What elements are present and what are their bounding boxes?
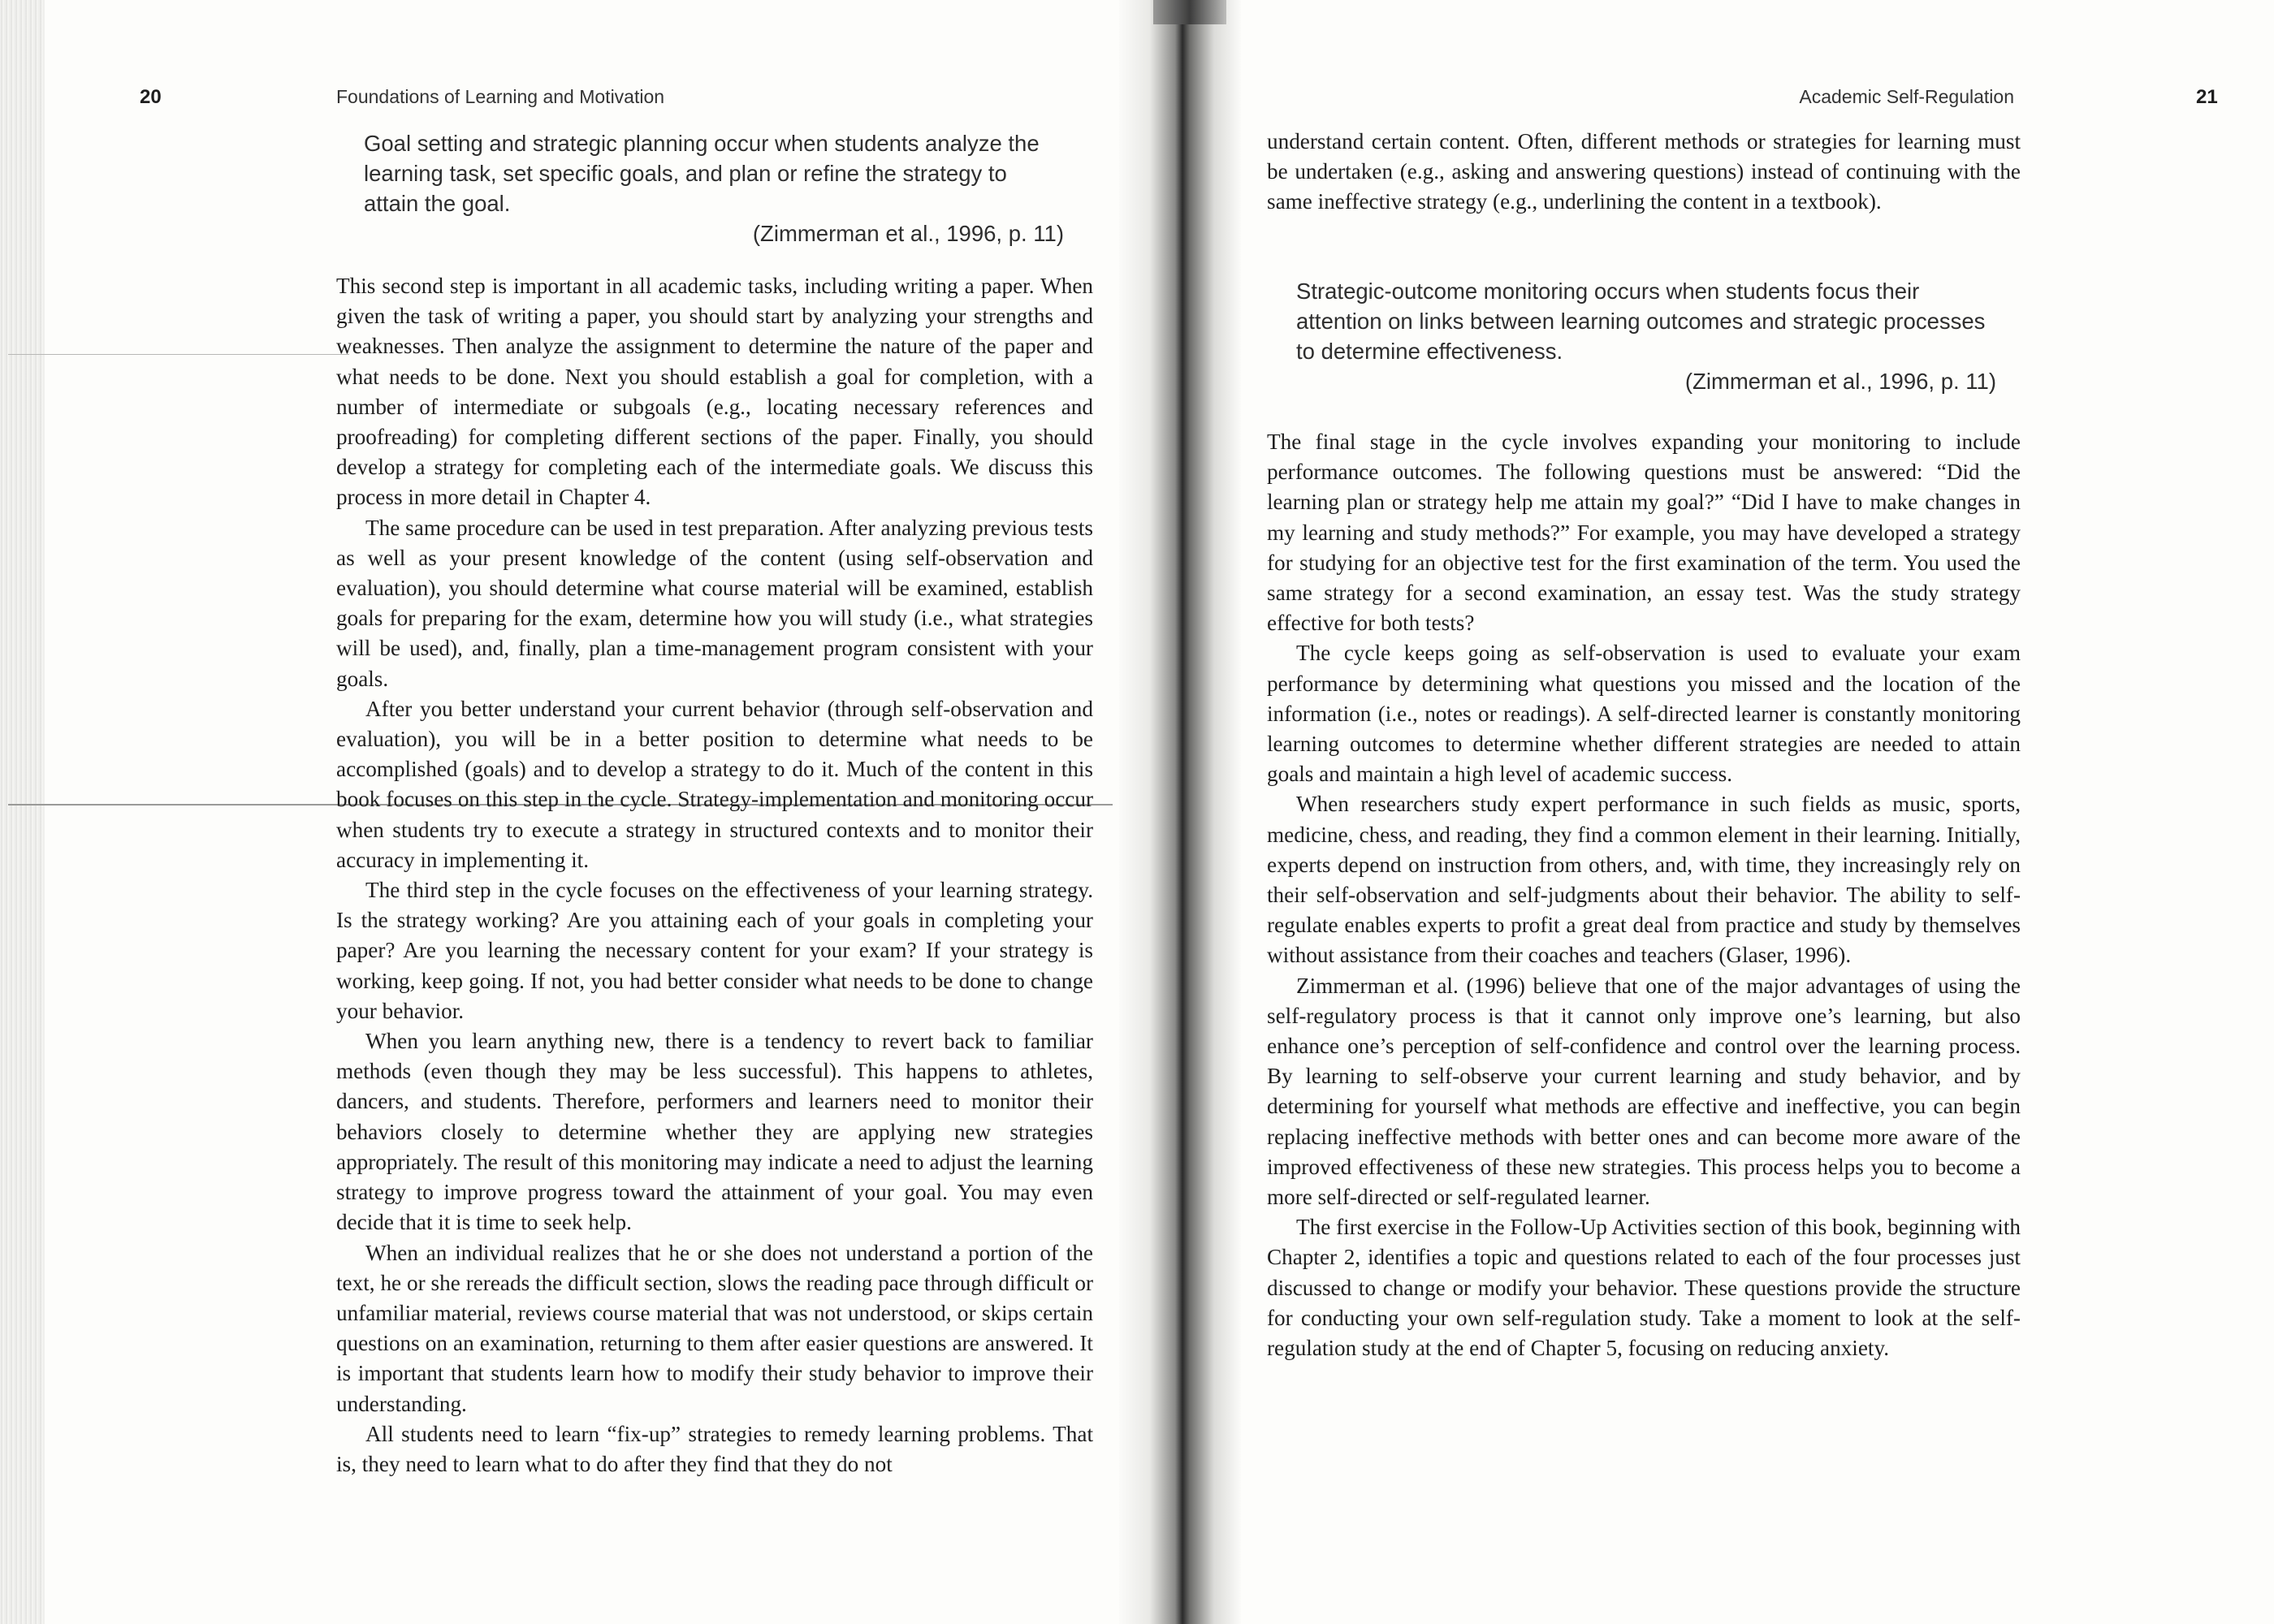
running-head: Foundations of Learning and Motivation (336, 86, 665, 107)
paragraph: This second step is important in all academic tasks, including writing a paper. When given the task of writing a paper, you should start by analyzing your strengths and weaknesses. Then analyze the assignment to determine the nature of the paper and what needs to be done. Next you should establish a goal for completion, with a number of intermediate or subgoals (e.g., locating necessary references and proofreading) for completing different sections of the paper. Finally, you should develop a strategy for completing each of the intermediate goals. We discuss this process in more detail in Chapter 4. (336, 274, 1093, 510)
paragraph: understand certain content. Often, different methods or strategies for learning must be undertaken (e.g., asking and answering questions) instead of continuing with the same ineffective strategy (e.g., underlining the content in a textbook). (1267, 129, 2021, 214)
paragraph: When researchers study expert performance in such fields as music, sports, medicine, chess, and reading, they find a common element in their learning. Initially, experts depend on instruction from others, and, with time, they increasingly rely on their self-observation and self-judgments about their behavior. The ability to self-regulate enables experts to profit a great deal from practice and study by themselves without assistance from their coaches and teachers (Glaser, 1996). (1267, 792, 2021, 968)
block-quote-text: Goal setting and strategic planning occur when students analyze the learning task, set specific goals, and plan or refine the strategy to attain the goal. (364, 131, 1040, 216)
body-text (1267, 427, 2021, 1363)
paragraph: The same procedure can be used in test preparation. After analyzing previous tests as well as your present knowledge of the content (using self-observation and evaluation), you should determine what course material will be examined, establish goals for preparing for the exam, determine how you will study (i.e., what strategies will be used), and, finally, plan a time-management program consistent with your goals. (336, 515, 1093, 691)
paragraph: The third step in the cycle focuses on the effectiveness of your learning strategy. Is the strategy working? Are you attaining each of your goals in completing your paper? Are you learning the necessary content for your exam? If your strategy is working, keep going. If not, you had better consider what needs to be done to change your behavior. (336, 878, 1093, 1023)
running-head: Academic Self-Regulation (1799, 86, 2014, 107)
paragraph: The cycle keeps going as self-observation is used to evaluate your exam performance by determining what questions you missed and the location of the information (i.e., notes or readings). A self-directed learner is constantly monitoring learning outcomes to determine whether different strategies are needed to attain goals and maintain a high level of academic success. (1267, 641, 2021, 787)
paragraph: The final stage in the cycle involves expanding your monitoring to include performance outcomes. The following questions must be answered: “Did the learning plan or strategy help me attain my goal?” “Did I have to make changes in my learning and study methods?” For example, you may have developed a strategy for studying for an objective test for the first examination of the term. You used the same strategy for a second examination, an essay test. Was the study strategy effective for both tests? (1267, 430, 2021, 636)
page-number: 20 (140, 86, 162, 108)
left-page (0, 0, 1129, 1624)
page-number: 21 (2196, 86, 2218, 108)
paragraph: When you learn anything new, there is a tendency to revert back to familiar methods (even though they may be less successful). This happens to athletes, dancers, and students. Therefore, performers and learners need to monitor their behaviors closely to determine whether they are applying new strategies appropriately. The result of this monitoring may indicate a need to adjust the learning strategy to improve progress toward the attainment of your goal. You may even decide that it is time to seek help. (336, 1029, 1093, 1235)
paragraph: All students need to learn “fix-up” strategies to remedy learning problems. That is, they need to learn what to do after they find that they do not (336, 1421, 1093, 1476)
block-quote (1296, 276, 1996, 396)
block-quote-citation: (Zimmerman et al., 1996, p. 11) (752, 221, 1064, 246)
right-page (1218, 0, 2274, 1624)
paragraph: The first exercise in the Follow-Up Activities section of this book, beginning with Chapter 2, identifies a topic and questions related to each of the four processes just discussed to change or modify your behavior. These questions provide the structure for conducting your own self-regulation study. Take a moment to look at the self-regulation study at the end of Chapter 5, focusing on reducing anxiety. (1267, 1215, 2021, 1361)
paragraph: Zimmerman et al. (1996) believe that one of the major advantages of using the self-regulatory process is that it cannot only improve one’s learning, but also enhance one’s perception of self-confidence and control over the learning process. By learning to self-observe your current learning and study behavior, and by determining for yourself what methods are effective and ineffective, you can begin replacing ineffective methods with better ones and can become more aware of the improved effectiveness of these new strategies. This process helps you to become a more self-directed or self-regulated learner. (1267, 973, 2021, 1210)
block-quote-citation: (Zimmerman et al., 1996, p. 11) (1684, 369, 1996, 394)
body-text-continued (1267, 127, 2021, 218)
block-quote-text: Strategic-outcome monitoring occurs when students focus their attention on links between learning outcomes and strategic processes to determine effectiveness. (1296, 279, 1986, 364)
gutter-top-shadow (1153, 0, 1226, 24)
body-text (336, 271, 1093, 1479)
paragraph: When an individual realizes that he or she does not understand a portion of the text, he or she rereads the difficult section, slows the reading pace through difficult or unfamiliar material, reviews course material that was not understood, or skips certain questions on an examination, returning to them after easier questions are answered. It is important that students learn how to modify their study behavior to improve their understanding. (336, 1240, 1093, 1416)
paragraph: After you better understand your current behavior (through self-observation and evaluation), you will be in a better position to determine what needs to be accomplished (goals) and to develop a strategy to do it. Much of the content in this book focuses on this step in the cycle. Strategy-implementation and monitoring occur when students try to execute a strategy in structured contexts and to monitor their accuracy in implementing it. (336, 696, 1093, 872)
block-quote (364, 128, 1064, 248)
